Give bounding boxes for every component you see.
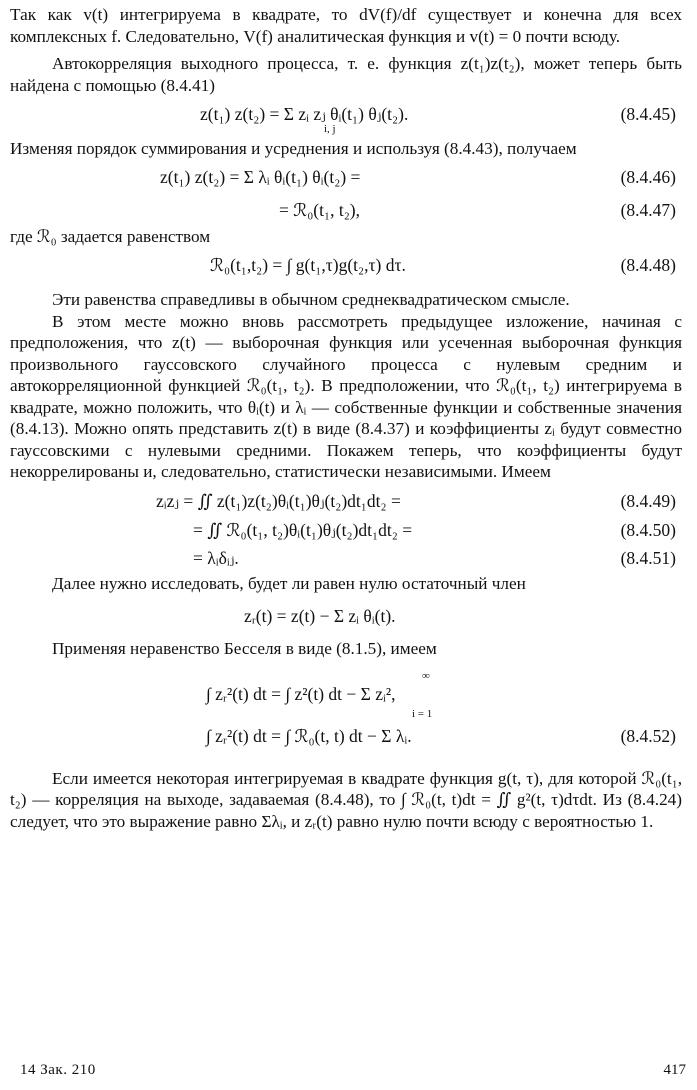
equation-8-4-50 xyxy=(10,517,682,545)
equation-bessel xyxy=(10,668,682,722)
page-content xyxy=(10,4,682,832)
equation-body: = ℛ₀(t₁, t₂), xyxy=(279,200,361,220)
equation-8-4-51 xyxy=(10,545,682,573)
equation-body: z(t₁) z(t₂) = Σ λᵢ θᵢ(t₁) θᵢ(t₂) = xyxy=(160,167,361,187)
equation-number: (8.4.47) xyxy=(620,200,676,220)
equation-body: ∫ zᵣ²(t) dt = ∫ ℛ₀(t, t) dt − Σ λᵢ. xyxy=(206,726,412,746)
equation-8-4-48 xyxy=(10,247,682,283)
equation-subscript: i = 1 xyxy=(412,707,433,720)
paragraph-6: В этом месте можно вновь рассмотреть предыдущее изложение, начиная с предположения, что z(t) — выборочная функция или усеченная выборочная функция произвольного гауссовского случайного процесса с нулевым средним и автокорреляционной функцией ℛ₀(t₁, t₂). В предположении, что ℛ₀(t₁, t₂) интегрируема в квадрате, можно положить, что θᵢ(t) и λᵢ — собственные функции и собственные значения (8.4.13). Можно опять представить z(t) в виде (8.4.37) и коэффициенты zᵢ будут совместно гауссовскими с нулевыми средними. Покажем теперь, что коэффициенты будут некоррелированы и, следовательно, статистически независимыми. Имеем xyxy=(10,311,682,481)
paragraph-2: Автокорреляция выходного процесса, т. е. функция z(t₁)z(t₂), может теперь быть найдена с помощью (8.4.41) xyxy=(10,54,682,95)
paragraph-4: где ℛ₀ задается равенством xyxy=(10,226,211,246)
paragraph-9: Если имеется некоторая интегрируемая в квадрате функция g(t, τ), для которой ℛ₀(t₁, t₂) — корреляция на выходе, задаваемая (8.4.48), то ∫ ℛ₀(t, t)dt = ∬ g²(t, τ)dτdt. Из (8.4.24) следует, что это выражение равно Σλᵢ, и zᵣ(t) равно нулю почти всюду с вероятностью 1. xyxy=(10,768,682,831)
paragraph-3: Изменяя порядок суммирования и усреднения и используя (8.4.43), получаем xyxy=(10,139,577,158)
equation-body: ∫ zᵣ²(t) dt = ∫ z²(t) dt − Σ zᵢ², xyxy=(206,684,396,704)
equation-8-4-49 xyxy=(10,487,682,517)
equation-body: = ∬ ℛ₀(t₁, t₂)θᵢ(t₁)θⱼ(t₂)dt₁dt₂ = xyxy=(193,520,413,540)
equation-number: (8.4.52) xyxy=(620,726,676,746)
equation-number: (8.4.49) xyxy=(620,491,676,511)
page-number: 417 xyxy=(663,1062,686,1078)
equation-body: zᵣ(t) = z(t) − Σ zᵢ θᵢ(t). xyxy=(244,605,396,626)
equation-number: (8.4.46) xyxy=(620,167,676,187)
paragraph-8: Применяя неравенство Бесселя в виде (8.1.5), имеем xyxy=(52,639,437,658)
equation-8-4-45 xyxy=(10,96,682,135)
equation-number: (8.4.48) xyxy=(620,254,676,275)
paragraph-1: Так как v(t) интегрируема в квадрате, то dV(f)/df существует и конечна для всех комплексных f. Следовательно, V(f) аналитическая функция и v(t) = 0 почти всюду. xyxy=(10,5,682,46)
page-footer xyxy=(20,1062,686,1079)
equation-subscript: i, j xyxy=(324,123,336,135)
equation-8-4-47 xyxy=(10,196,682,226)
paragraph-7: Далее нужно исследовать, будет ли равен нулю остаточный член xyxy=(52,573,526,593)
signature-mark: 14 Зак. 210 xyxy=(20,1062,96,1078)
equation-body: z(t₁) z(t₂) = Σ zᵢ zⱼ θᵢ(t₁) θⱼ(t₂). xyxy=(200,103,409,124)
equation-body: ℛ₀(t₁,t₂) = ∫ g(t₁,τ)g(t₂,τ) dτ. xyxy=(210,254,406,275)
equation-superscript: ∞ xyxy=(422,669,430,682)
equation-body: zᵢzⱼ = ∬ z(t₁)z(t₂)θᵢ(t₁)θⱼ(t₂)dt₁dt₂ = xyxy=(156,491,401,511)
equation-number: (8.4.50) xyxy=(620,520,676,540)
equation-body: = λᵢδᵢⱼ. xyxy=(193,548,239,568)
equation-number: (8.4.51) xyxy=(620,548,676,568)
paragraph-5: Эти равенства справедливы в обычном среднеквадратическом смысле. xyxy=(52,290,570,309)
equation-remainder xyxy=(10,594,682,638)
equation-8-4-52 xyxy=(10,722,682,752)
equation-number: (8.4.45) xyxy=(620,103,676,124)
equation-8-4-46 xyxy=(10,160,682,196)
